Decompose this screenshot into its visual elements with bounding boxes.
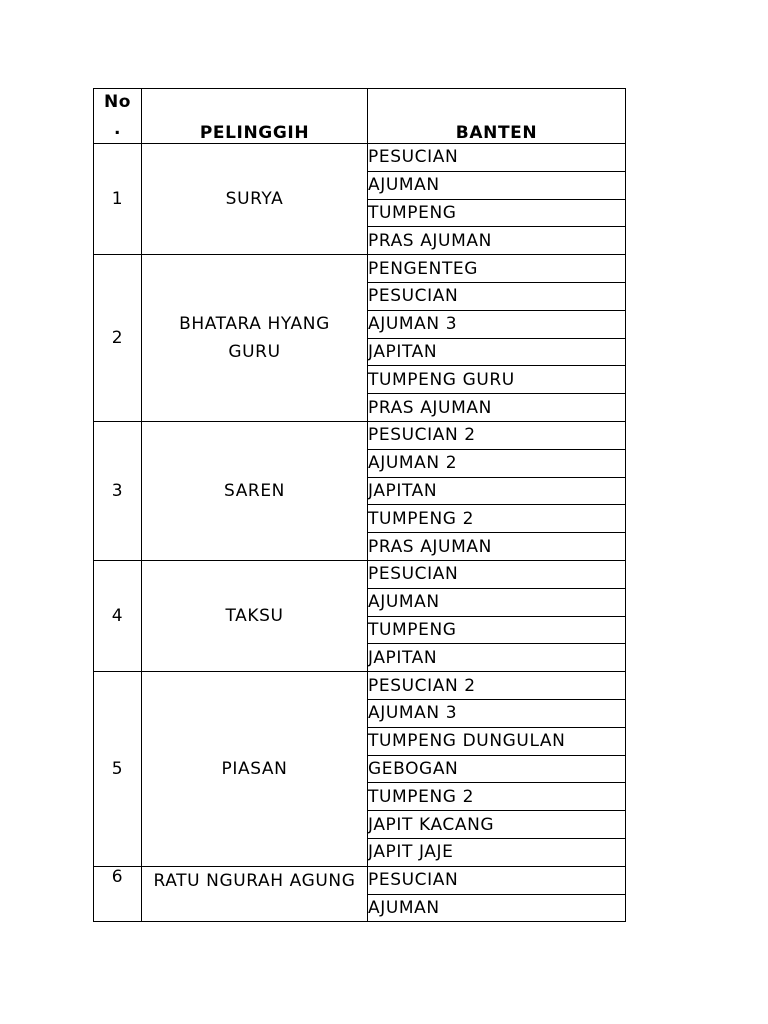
banten-item: JAPITAN bbox=[368, 338, 626, 366]
banten-item: PRAS AJUMAN bbox=[368, 533, 626, 561]
banten-item: AJUMAN bbox=[368, 588, 626, 616]
pelinggih-name: RATU NGURAH AGUNG bbox=[153, 870, 356, 891]
header-no bbox=[94, 89, 142, 144]
banten-item: PESUCIAN bbox=[368, 282, 626, 310]
banten-item: TUMPENG bbox=[368, 199, 626, 227]
pelinggih-cell bbox=[142, 866, 368, 922]
pelinggih-cell bbox=[142, 421, 368, 560]
banten-item: AJUMAN 3 bbox=[368, 699, 626, 727]
pelinggih-name: TAKSU bbox=[225, 606, 284, 627]
pelinggih-cell bbox=[142, 255, 368, 422]
pelinggih-cell bbox=[142, 672, 368, 867]
banten-item: JAPIT JAJE bbox=[368, 838, 626, 866]
row-number: 5 bbox=[94, 672, 142, 867]
banten-item: TUMPENG DUNGULAN bbox=[368, 727, 626, 755]
banten-item: PENGENTEG bbox=[368, 255, 626, 283]
table-row bbox=[94, 672, 626, 700]
banten-item: AJUMAN 2 bbox=[368, 449, 626, 477]
row-number: 2 bbox=[94, 255, 142, 422]
banten-item: AJUMAN bbox=[368, 171, 626, 199]
pelinggih-name: BHATARA HYANG GURU bbox=[179, 314, 330, 363]
table-row bbox=[94, 144, 626, 172]
banten-item: TUMPENG bbox=[368, 616, 626, 644]
header-no-line2: . bbox=[113, 119, 122, 139]
banten-item: TUMPENG 2 bbox=[368, 505, 626, 533]
pelinggih-cell bbox=[142, 560, 368, 671]
banten-item: PRAS AJUMAN bbox=[368, 394, 626, 422]
pelinggih-cell bbox=[142, 144, 368, 255]
pelinggih-name: SAREN bbox=[223, 480, 285, 501]
banten-item: AJUMAN bbox=[368, 894, 626, 922]
banten-item: JAPITAN bbox=[368, 477, 626, 505]
header-no-line1: No bbox=[103, 92, 132, 112]
table-row bbox=[94, 255, 626, 283]
banten-item: PESUCIAN bbox=[368, 560, 626, 588]
banten-table bbox=[93, 88, 626, 922]
banten-item: GEBOGAN bbox=[368, 755, 626, 783]
row-number: 3 bbox=[94, 421, 142, 560]
row-number: 6 bbox=[94, 866, 142, 922]
table-row bbox=[94, 560, 626, 588]
table-row bbox=[94, 866, 626, 894]
banten-item: PESUCIAN bbox=[368, 144, 626, 172]
banten-item: PESUCIAN 2 bbox=[368, 421, 626, 449]
header-banten: BANTEN bbox=[368, 89, 626, 144]
pelinggih-name: PIASAN bbox=[221, 758, 288, 779]
banten-item: JAPIT KACANG bbox=[368, 811, 626, 839]
pelinggih-name: SURYA bbox=[225, 189, 284, 210]
table-body bbox=[94, 144, 626, 922]
banten-item: AJUMAN 3 bbox=[368, 310, 626, 338]
banten-item: PESUCIAN bbox=[368, 866, 626, 894]
header-row bbox=[94, 89, 626, 144]
row-number: 1 bbox=[94, 144, 142, 255]
row-number: 4 bbox=[94, 560, 142, 671]
banten-item: TUMPENG 2 bbox=[368, 783, 626, 811]
header-pelinggih: PELINGGIH bbox=[142, 89, 368, 144]
banten-item: PRAS AJUMAN bbox=[368, 227, 626, 255]
banten-item: TUMPENG GURU bbox=[368, 366, 626, 394]
banten-item: PESUCIAN 2 bbox=[368, 672, 626, 700]
table-row bbox=[94, 421, 626, 449]
table-header bbox=[94, 89, 626, 144]
banten-item: JAPITAN bbox=[368, 644, 626, 672]
